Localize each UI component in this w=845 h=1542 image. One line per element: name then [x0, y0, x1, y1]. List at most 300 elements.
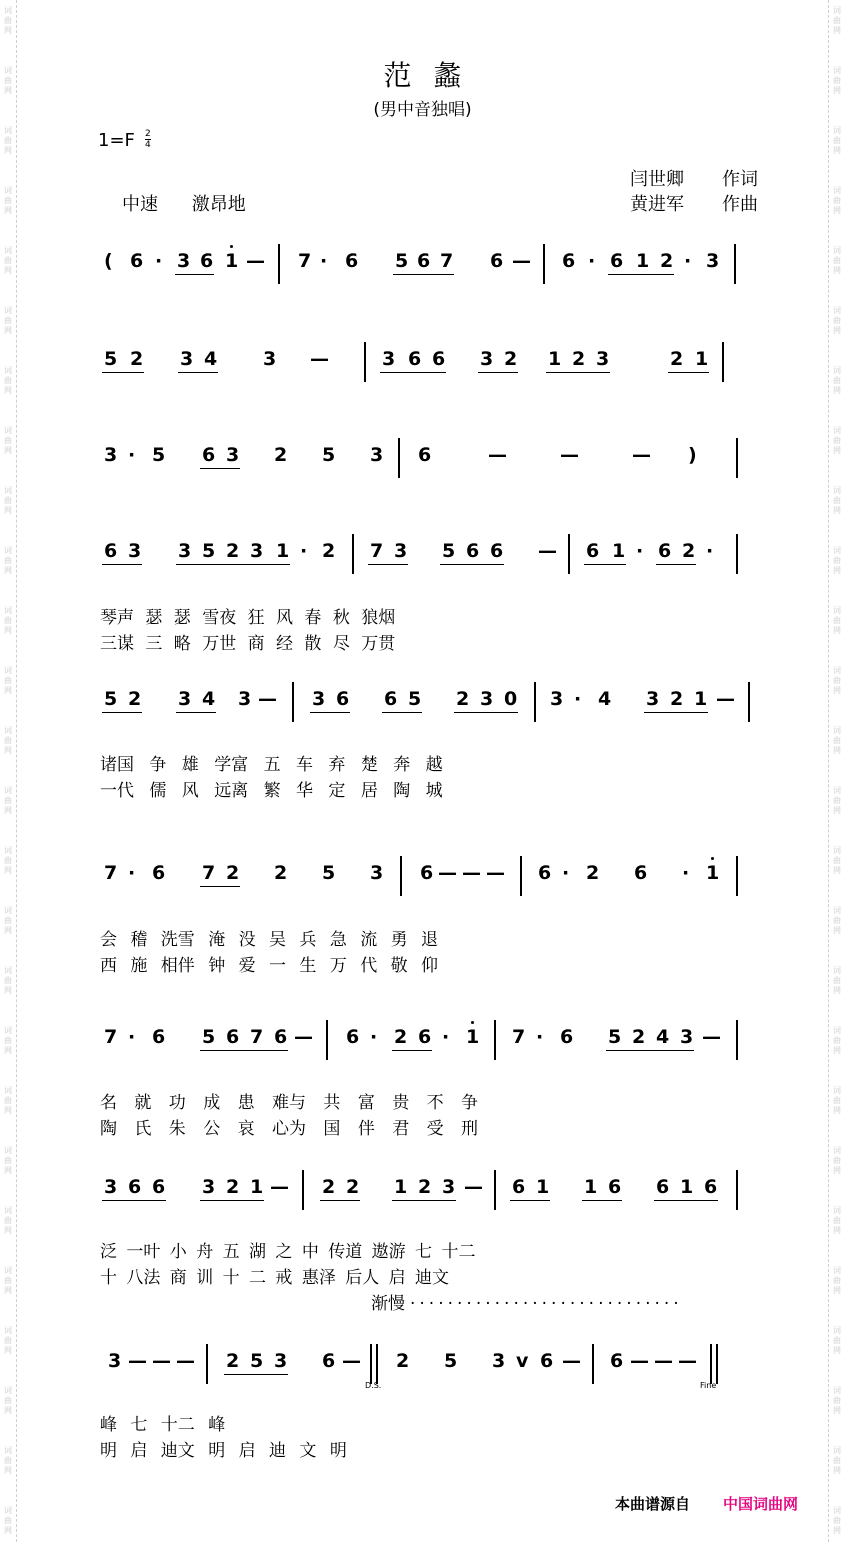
beam-underline	[102, 712, 142, 713]
time-signature	[145, 129, 151, 150]
lyric-line-2a: 诸国 争 雄 学富 五 车 弃 楚 奔 越	[100, 755, 443, 775]
notation-line-3	[0, 444, 845, 504]
note-glyph: 1	[636, 250, 650, 272]
note-glyph: 2	[504, 348, 518, 370]
note-glyph: 3	[104, 444, 118, 466]
dash-extension: —	[246, 250, 265, 272]
notation-line-5	[0, 688, 845, 748]
note-glyph: 3	[274, 1350, 288, 1372]
bar-line	[568, 534, 570, 574]
watermark-text: 词 曲 网	[4, 366, 12, 395]
dash-extension: —	[152, 1350, 171, 1372]
lyric-line-6a: 峰 七 十二 峰	[100, 1415, 226, 1435]
watermark-text: 词 曲 网	[4, 1326, 12, 1355]
dash-extension: —	[464, 1176, 483, 1198]
watermark-text: 词 曲 网	[4, 486, 12, 515]
note-glyph: 3	[680, 1026, 694, 1048]
beam-underline	[126, 1200, 166, 1201]
beam-underline	[320, 1200, 360, 1201]
watermark-text: 词 曲 网	[833, 1266, 841, 1295]
dash-extension: —	[342, 1350, 361, 1372]
beam-underline	[464, 564, 504, 565]
beam-underline	[654, 1050, 694, 1051]
note-glyph: 3	[108, 1350, 122, 1372]
note-glyph: ·	[682, 862, 690, 884]
note-glyph: 6	[562, 250, 576, 272]
beam-underline	[176, 712, 216, 713]
dash-extension: —	[702, 1026, 721, 1048]
note-glyph: ·	[442, 1026, 450, 1048]
bar-line	[716, 1344, 718, 1384]
lyricist-credit	[630, 165, 758, 191]
bar-line	[520, 856, 522, 896]
watermark-text: 词 曲 网	[833, 786, 841, 815]
note-glyph: 3	[312, 688, 326, 710]
notation-line-7	[0, 1026, 845, 1086]
lyric-line-2b: 一代 儒 风 远离 繁 华 定 居 陶 城	[100, 781, 443, 801]
note-glyph: 6	[634, 862, 648, 884]
dash-extension: —	[128, 1350, 147, 1372]
note-glyph: 3	[263, 348, 277, 370]
note-glyph: 7	[440, 250, 454, 272]
note-glyph: 2	[394, 1026, 408, 1048]
note-glyph: ·	[706, 540, 714, 562]
bar-line	[710, 1344, 712, 1384]
composer-credit	[630, 190, 758, 216]
note-glyph: 6	[130, 250, 144, 272]
watermark-text: 词 曲 网	[833, 966, 841, 995]
note-glyph: ·	[155, 250, 163, 272]
watermark-text: 词 曲 网	[4, 1266, 12, 1295]
note-glyph: 1	[584, 1176, 598, 1198]
beam-underline	[392, 1050, 432, 1051]
beam-underline	[584, 564, 626, 565]
note-glyph: 6	[322, 1350, 336, 1372]
note-glyph: ·	[300, 540, 308, 562]
octave-dot-high	[711, 857, 714, 860]
watermark-text: 词 曲 网	[833, 1206, 841, 1235]
watermark-text: 词 曲 网	[833, 666, 841, 695]
watermark-text: 词 曲 网	[4, 666, 12, 695]
note-glyph: 2	[226, 1350, 240, 1372]
note-glyph: 6	[345, 250, 359, 272]
note-glyph: 6	[560, 1026, 574, 1048]
note-glyph: 5	[104, 348, 118, 370]
note-glyph: 3	[706, 250, 720, 272]
watermark-text: 词 曲 网	[833, 1146, 841, 1175]
bar-line	[398, 438, 400, 478]
note-glyph: ·	[128, 444, 136, 466]
note-glyph: 4	[202, 688, 216, 710]
note-glyph: 1	[695, 348, 709, 370]
note-glyph: 3	[480, 348, 494, 370]
watermark-text: 词 曲 网	[4, 606, 12, 635]
footer-source-label: 本曲谱源自	[615, 1495, 691, 1513]
watermark-column-left	[0, 0, 17, 1542]
note-glyph: 7	[202, 862, 216, 884]
note-glyph: 3	[128, 540, 142, 562]
notation-line-2	[0, 348, 845, 408]
note-glyph: 2	[322, 1176, 336, 1198]
note-glyph: 3	[180, 348, 194, 370]
note-glyph: 6	[202, 444, 216, 466]
note-glyph: 6	[490, 540, 504, 562]
tempo-marking: 中速 激昂地	[122, 194, 246, 215]
note-glyph: 3	[394, 540, 408, 562]
watermark-text: 词 曲 网	[833, 366, 841, 395]
note-glyph: 7	[298, 250, 312, 272]
beam-underline	[582, 1200, 622, 1201]
notation-line-9	[0, 1350, 845, 1410]
watermark-text: 词 曲 网	[4, 846, 12, 875]
note-glyph: (	[104, 250, 113, 272]
note-glyph: 6	[104, 540, 118, 562]
note-glyph: 2	[572, 348, 586, 370]
dash-extension: —	[512, 250, 531, 272]
lyric-line-3b: 西 施 相伴 钟 爱 一 生 万 代 敬 仰	[100, 956, 439, 976]
watermark-text: 词 曲 网	[833, 426, 841, 455]
note-glyph: 5	[104, 688, 118, 710]
note-glyph: 6	[432, 348, 446, 370]
note-glyph: 5	[152, 444, 166, 466]
note-glyph: 2	[660, 250, 674, 272]
note-glyph: 1	[466, 1026, 480, 1048]
lyricist-name: 闫世卿	[630, 169, 684, 190]
note-glyph: ·	[562, 862, 570, 884]
watermark-text: 词 曲 网	[4, 1206, 12, 1235]
note-glyph: 3	[177, 250, 191, 272]
note-glyph: 3	[492, 1350, 506, 1372]
bar-line	[302, 1170, 304, 1210]
note-glyph: 1	[276, 540, 290, 562]
note-glyph: 6	[152, 1026, 166, 1048]
note-glyph: ·	[684, 250, 692, 272]
watermark-text: 词 曲 网	[4, 546, 12, 575]
watermark-text: 词 曲 网	[4, 186, 12, 215]
note-glyph: 6	[490, 250, 504, 272]
ds-mark: D.S.	[365, 1381, 382, 1390]
watermark-text: 词 曲 网	[4, 66, 12, 95]
note-glyph: 2	[396, 1350, 410, 1372]
watermark-text: 词 曲 网	[4, 1386, 12, 1415]
beam-underline	[668, 372, 709, 373]
bar-line	[400, 856, 402, 896]
note-glyph: 2	[346, 1176, 360, 1198]
dash-extension: —	[486, 862, 505, 884]
bar-line	[364, 342, 366, 382]
watermark-text: 词 曲 网	[833, 546, 841, 575]
ritardando-dots: .............................	[410, 1289, 683, 1309]
beam-underline	[248, 1374, 288, 1375]
beam-underline	[668, 712, 708, 713]
note-glyph: 5	[408, 688, 422, 710]
note-glyph: 6	[610, 250, 624, 272]
note-glyph: 2	[670, 348, 684, 370]
beam-underline	[416, 1200, 456, 1201]
watermark-text: 词 曲 网	[4, 1026, 12, 1055]
note-glyph: ·	[128, 862, 136, 884]
note-glyph: ·	[574, 688, 582, 710]
beam-underline	[478, 712, 518, 713]
beam-underline	[224, 1200, 264, 1201]
lyric-line-1b: 三谋 三 略 万世 商 经 散 尽 万贯	[100, 634, 396, 654]
beam-underline	[178, 372, 218, 373]
watermark-text: 词 曲 网	[833, 1446, 841, 1475]
time-signature-denominator: 4	[145, 140, 151, 150]
note-glyph: 1	[225, 250, 239, 272]
note-glyph: 3	[178, 688, 192, 710]
note-glyph: 6	[226, 1026, 240, 1048]
note-glyph: 2	[632, 1026, 646, 1048]
fine-mark: Fine	[700, 1381, 717, 1390]
beam-underline	[310, 712, 350, 713]
dash-extension: —	[488, 444, 507, 466]
watermark-text: 词 曲 网	[833, 1506, 841, 1535]
beam-underline	[248, 564, 290, 565]
dash-extension: —	[462, 862, 481, 884]
lyricist-role: 作词	[722, 169, 758, 190]
note-glyph: 4	[656, 1026, 670, 1048]
note-glyph: 3	[646, 688, 660, 710]
watermark-text: 词 曲 网	[833, 846, 841, 875]
note-glyph: 6	[658, 540, 672, 562]
watermark-text: 词 曲 网	[833, 66, 841, 95]
note-glyph: 2	[456, 688, 470, 710]
note-glyph: 6	[152, 862, 166, 884]
beam-underline	[175, 274, 214, 275]
note-glyph: 6	[610, 1350, 624, 1372]
watermark-text: 词 曲 网	[833, 486, 841, 515]
note-glyph: 5	[444, 1350, 458, 1372]
note-glyph: 6	[420, 862, 434, 884]
bar-line	[292, 682, 294, 722]
watermark-text: 词 曲 网	[4, 426, 12, 455]
note-glyph: 2	[418, 1176, 432, 1198]
watermark-text: 词 曲 网	[833, 126, 841, 155]
bar-line	[736, 438, 738, 478]
note-glyph: ·	[320, 250, 328, 272]
note-glyph: 7	[370, 540, 384, 562]
bar-line	[352, 534, 354, 574]
octave-dot-high	[230, 245, 233, 248]
note-glyph: 3	[550, 688, 564, 710]
beam-underline	[368, 564, 408, 565]
note-glyph: 5	[442, 540, 456, 562]
dash-extension: —	[560, 444, 579, 466]
dash-extension: —	[294, 1026, 313, 1048]
note-glyph: 6	[540, 1350, 554, 1372]
note-glyph: 6	[656, 1176, 670, 1198]
song-subtitle: (男中音独唱)	[373, 100, 472, 120]
note-glyph: 1	[536, 1176, 550, 1198]
beam-underline	[510, 1200, 550, 1201]
watermark-text: 词 曲 网	[4, 6, 12, 35]
beam-underline	[248, 1050, 288, 1051]
note-glyph: 6	[466, 540, 480, 562]
bar-line	[736, 534, 738, 574]
note-glyph: 3	[226, 444, 240, 466]
note-glyph: ·	[588, 250, 596, 272]
beam-underline	[200, 886, 240, 887]
note-glyph: 5	[202, 1026, 216, 1048]
lyric-line-4b: 陶 氏 朱 公 哀 心为 国 伴 君 受 刑	[100, 1119, 479, 1139]
watermark-text: 词 曲 网	[833, 246, 841, 275]
dash-extension: —	[654, 1350, 673, 1372]
note-glyph: 6	[346, 1026, 360, 1048]
watermark-text: 词 曲 网	[4, 966, 12, 995]
note-glyph: 2	[670, 688, 684, 710]
note-glyph: 6	[336, 688, 350, 710]
note-glyph: 3	[596, 348, 610, 370]
note-glyph: v	[516, 1350, 529, 1372]
note-glyph: 7	[250, 1026, 264, 1048]
bar-line	[494, 1020, 496, 1060]
note-glyph: 0	[504, 688, 518, 710]
beam-underline	[200, 468, 240, 469]
watermark-text: 词 曲 网	[4, 786, 12, 815]
note-glyph: 7	[104, 862, 118, 884]
notation-line-4	[0, 540, 845, 600]
note-glyph: 1	[706, 862, 720, 884]
note-glyph: 5	[322, 444, 336, 466]
note-glyph: )	[688, 444, 697, 466]
note-glyph: 1	[250, 1176, 264, 1198]
beam-underline	[415, 274, 454, 275]
note-glyph: 6	[512, 1176, 526, 1198]
note-glyph: 1	[548, 348, 562, 370]
note-glyph: 3	[370, 444, 384, 466]
watermark-text: 词 曲 网	[4, 246, 12, 275]
note-glyph: 3	[178, 540, 192, 562]
dash-extension: —	[632, 444, 651, 466]
note-glyph: 6	[417, 250, 431, 272]
watermark-text: 词 曲 网	[833, 606, 841, 635]
note-glyph: 2	[322, 540, 336, 562]
ritardando-marking: 渐慢	[371, 1294, 405, 1314]
note-glyph: 5	[608, 1026, 622, 1048]
dash-extension: —	[678, 1350, 697, 1372]
note-glyph: 4	[204, 348, 218, 370]
watermark-text: 词 曲 网	[4, 126, 12, 155]
bar-line	[748, 682, 750, 722]
note-glyph: 6	[418, 1026, 432, 1048]
note-glyph: 6	[704, 1176, 718, 1198]
time-signature-numerator: 2	[145, 129, 151, 139]
note-glyph: 6	[274, 1026, 288, 1048]
bar-line	[370, 1344, 372, 1384]
note-glyph: 6	[384, 688, 398, 710]
bar-line	[278, 244, 280, 284]
song-title: 范蠡	[383, 59, 484, 92]
note-glyph: 3	[480, 688, 494, 710]
bar-line	[326, 1020, 328, 1060]
bar-line	[543, 244, 545, 284]
watermark-text: 词 曲 网	[833, 306, 841, 335]
note-glyph: ·	[636, 540, 644, 562]
note-glyph: 5	[322, 862, 336, 884]
lyric-line-5b: 十 八法 商 训 十 二 戒 惠泽 后人 启 迪文	[100, 1268, 450, 1288]
notation-line-8	[0, 1176, 845, 1236]
note-glyph: 2	[274, 862, 288, 884]
octave-dot-high	[471, 1021, 474, 1024]
watermark-text: 词 曲 网	[833, 726, 841, 755]
watermark-text: 词 曲 网	[4, 1446, 12, 1475]
bar-line	[534, 682, 536, 722]
footer-site-link[interactable]: 中国词曲网	[723, 1495, 799, 1513]
note-glyph: 3	[442, 1176, 456, 1198]
bar-line	[592, 1344, 594, 1384]
note-glyph: 3	[104, 1176, 118, 1198]
note-glyph: 6	[418, 444, 432, 466]
note-glyph: 1	[612, 540, 626, 562]
note-glyph: 2	[682, 540, 696, 562]
watermark-text: 词 曲 网	[833, 6, 841, 35]
bar-line	[736, 1170, 738, 1210]
note-glyph: 3	[250, 540, 264, 562]
note-glyph: 6	[128, 1176, 142, 1198]
bar-line	[736, 1020, 738, 1060]
note-glyph: 5	[395, 250, 409, 272]
note-glyph: ·	[128, 1026, 136, 1048]
bar-line	[206, 1344, 208, 1384]
note-glyph: 3	[382, 348, 396, 370]
beam-underline	[102, 564, 142, 565]
watermark-text: 词 曲 网	[833, 906, 841, 935]
beam-underline	[478, 372, 518, 373]
beam-underline	[634, 274, 674, 275]
lyric-line-4a: 名 就 功 成 患 难与 共 富 贵 不 争	[100, 1093, 479, 1113]
note-glyph: 2	[130, 348, 144, 370]
note-glyph: 5	[250, 1350, 264, 1372]
note-glyph: 3	[238, 688, 252, 710]
note-glyph: 6	[586, 540, 600, 562]
note-glyph: 6	[538, 862, 552, 884]
dash-extension: —	[562, 1350, 581, 1372]
dash-extension: —	[630, 1350, 649, 1372]
note-glyph: 2	[226, 1176, 240, 1198]
watermark-text: 词 曲 网	[833, 1386, 841, 1415]
watermark-text: 词 曲 网	[4, 306, 12, 335]
lyric-line-3a: 会 稽 洗雪 淹 没 吴 兵 急 流 勇 退	[100, 930, 439, 950]
note-glyph: 4	[598, 688, 612, 710]
dash-extension: —	[176, 1350, 195, 1372]
dash-extension: —	[258, 688, 277, 710]
bar-line	[376, 1344, 378, 1384]
note-glyph: 6	[408, 348, 422, 370]
dash-extension: —	[438, 862, 457, 884]
composer-name: 黄进军	[630, 194, 684, 215]
bar-line	[736, 856, 738, 896]
beam-underline	[102, 372, 144, 373]
notation-line-1	[0, 250, 845, 310]
watermark-text: 词 曲 网	[4, 1146, 12, 1175]
composer-role: 作曲	[722, 194, 758, 215]
bar-line	[722, 342, 724, 382]
watermark-text: 词 曲 网	[4, 1086, 12, 1115]
note-glyph: ·	[536, 1026, 544, 1048]
note-glyph: 1	[680, 1176, 694, 1198]
bar-line	[734, 244, 736, 284]
dash-extension: —	[270, 1176, 289, 1198]
watermark-text: 词 曲 网	[833, 1326, 841, 1355]
note-glyph: 2	[586, 862, 600, 884]
dash-extension: —	[716, 688, 735, 710]
watermark-text: 词 曲 网	[833, 1026, 841, 1055]
beam-underline	[570, 372, 610, 373]
watermark-column-right	[828, 0, 845, 1542]
watermark-text: 词 曲 网	[4, 906, 12, 935]
beam-underline	[406, 372, 446, 373]
